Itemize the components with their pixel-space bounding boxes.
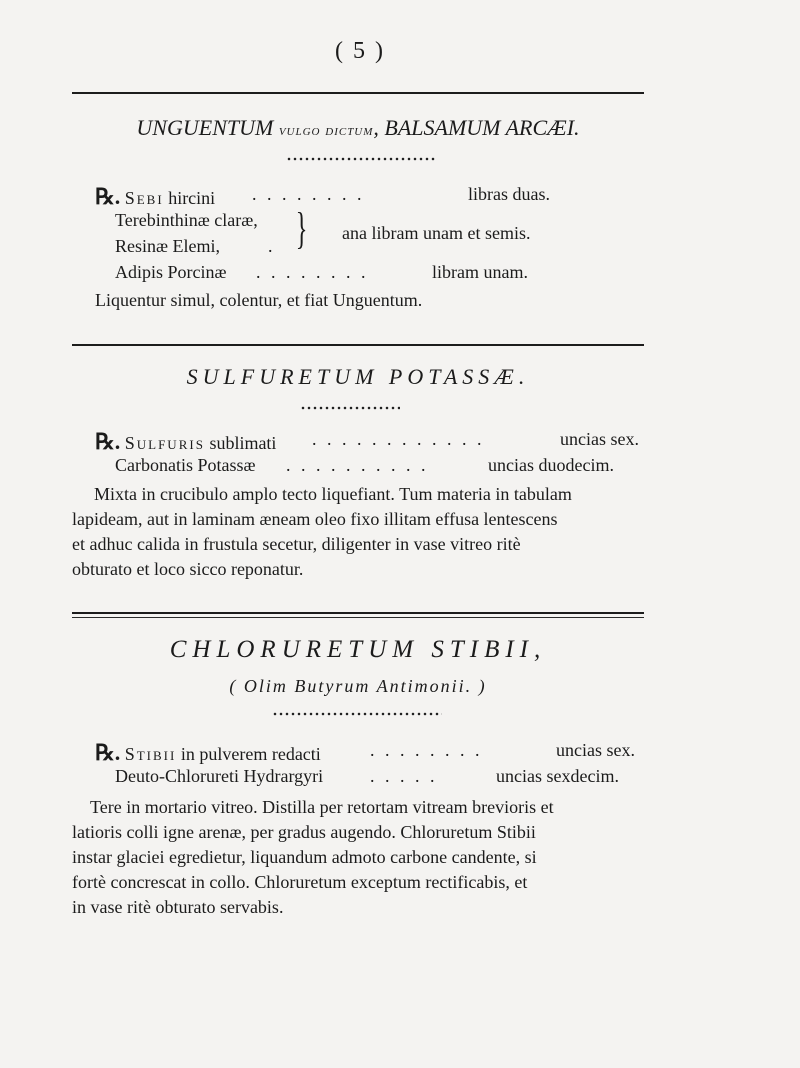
s3-ingredient-1 bbox=[95, 740, 321, 766]
section1-title-balsamum: , BALSAMUM ARCÆI. bbox=[373, 115, 580, 140]
s3-para-line: in vase ritè obturato servabis. bbox=[72, 897, 284, 917]
s1-ing1-dots: . . . . . . . . bbox=[252, 184, 365, 204]
s2-ing1-dots: . . . . . . . . . . . . bbox=[312, 429, 485, 449]
s1-ing3-dot: . bbox=[268, 236, 273, 256]
s1-ingredient-1 bbox=[95, 184, 215, 210]
s1-ingredient-4: Adipis Porcinæ bbox=[115, 262, 227, 282]
s2-ingredient-1 bbox=[95, 429, 276, 455]
s1-ing1-name: Sebi bbox=[124, 188, 164, 208]
s3-para-line: Tere in mortario vitreo. Distilla per retortam vitream brevioris et bbox=[90, 797, 554, 817]
s2-paragraph bbox=[72, 482, 652, 582]
section-rule-2b bbox=[72, 617, 644, 618]
section3-title: CHLORURETUM STIBII, bbox=[169, 636, 547, 663]
s3-ing1-rest: in pulverem redacti bbox=[180, 744, 321, 764]
s1-ing1-qty: libras duas. bbox=[468, 184, 550, 204]
s2-para-line: Mixta in crucibulo amplo tecto liquefiant. Tum materia in tabulam bbox=[94, 484, 572, 504]
recipe-symbol: ℞. bbox=[95, 184, 121, 209]
recipe-symbol: ℞. bbox=[95, 740, 121, 765]
s2-ing1-rest: sublimati bbox=[209, 433, 277, 453]
ornament-divider bbox=[272, 712, 442, 716]
brace-symbol: } bbox=[295, 204, 308, 253]
s1-ing23-qty: ana libram unam et semis. bbox=[342, 223, 531, 243]
page-number: ( 5 ) bbox=[335, 38, 385, 64]
s1-ingredient-2: Terebinthinæ claræ, bbox=[115, 210, 258, 230]
s2-ing2-qty: uncias duodecim. bbox=[488, 455, 614, 475]
top-rule bbox=[72, 92, 644, 94]
s2-para-line: obturato et loco sicco reponatur. bbox=[72, 559, 304, 579]
s2-ing1-qty: uncias sex. bbox=[560, 429, 639, 449]
s3-ing1-dots: . . . . . . . . bbox=[370, 740, 483, 760]
s2-para-line: et adhuc calida in frustula secetur, diligenter in vase vitreo ritè bbox=[72, 534, 521, 554]
recipe-symbol: ℞. bbox=[95, 429, 121, 454]
section1-title bbox=[72, 115, 644, 141]
s3-ing1-qty: uncias sex. bbox=[556, 740, 635, 760]
section-rule-1 bbox=[72, 344, 644, 346]
s3-paragraph bbox=[72, 795, 652, 920]
section1-title-vulgo: vulgo dictum bbox=[278, 123, 374, 139]
s3-para-line: latioris colli igne arenæ, per gradus augendo. Chloruretum Stibii bbox=[72, 822, 536, 842]
s2-ingredient-2: Carbonatis Potassæ bbox=[115, 455, 256, 475]
s1-ingredient-3: Resinæ Elemi, bbox=[115, 236, 220, 256]
s3-para-line: fortè concrescat in collo. Chloruretum exceptum rectificabis, et bbox=[72, 872, 528, 892]
ornament-divider bbox=[300, 406, 400, 410]
s1-ing4-dots: . . . . . . . . bbox=[256, 262, 369, 282]
s2-ing1-name: Sulfuris bbox=[124, 433, 205, 453]
section1-title-main: UNGUENTUM bbox=[136, 115, 274, 140]
section2-title: SULFURETUM POTASSÆ. bbox=[186, 364, 530, 389]
s3-ing2-dots: . . . . . bbox=[370, 766, 438, 786]
s2-para-line: lapideam, aut in laminam æneam oleo fixo illitam effusa lentescens bbox=[72, 509, 558, 529]
s3-ing1-name: Stibii bbox=[124, 744, 177, 764]
s1-instruction: Liquentur simul, colentur, et fiat Unguentum. bbox=[95, 290, 423, 310]
s2-ing2-dots: . . . . . . . . . . bbox=[286, 455, 429, 475]
s3-ing2-qty: uncias sexdecim. bbox=[496, 766, 619, 786]
section3-subtitle: ( Olim Butyrum Antimonii. ) bbox=[229, 676, 487, 696]
s1-ing4-qty: libram unam. bbox=[432, 262, 528, 282]
s1-ing1-rest: hircini bbox=[168, 188, 216, 208]
section-rule-2a bbox=[72, 612, 644, 614]
ornament-divider bbox=[286, 157, 436, 161]
s3-para-line: instar glaciei egredietur, liquandum admoto carbone candente, si bbox=[72, 847, 537, 867]
s3-ingredient-2: Deuto-Chlorureti Hydrargyri bbox=[115, 766, 324, 786]
